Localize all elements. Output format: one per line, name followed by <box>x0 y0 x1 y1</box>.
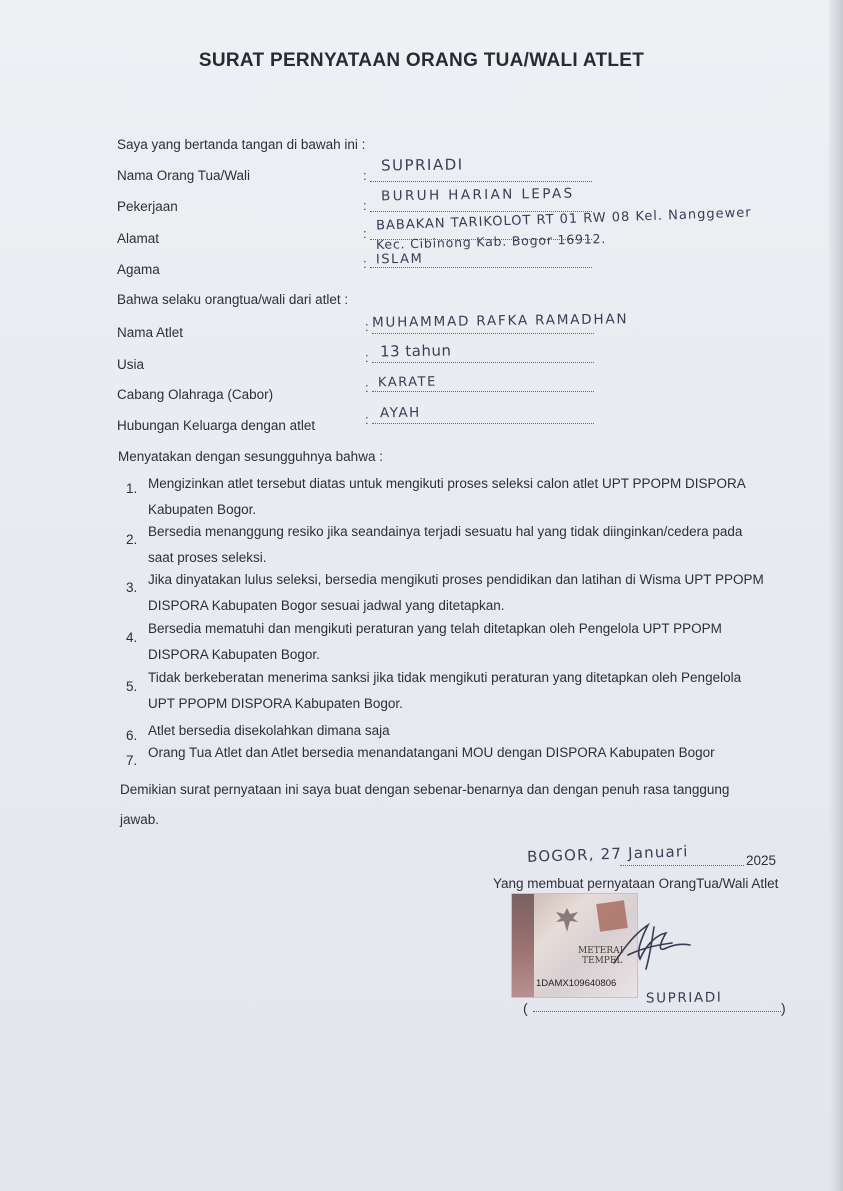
list-item-text: Bersedia mematuhi dan mengikuti peraturan yang telah ditetapkan oleh Pengelola UPT PPOPM DISPORA Kabupaten Bogor. <box>148 621 722 662</box>
list-item-number: 7. <box>126 753 138 768</box>
field-value-religion: ISLAM <box>375 251 424 268</box>
field-colon: : <box>363 198 367 213</box>
date-dotted-line <box>620 865 744 866</box>
list-item-text: Orang Tua Atlet dan Atlet bersedia menandatangani MOU dengan DISPORA Kabupaten Bogor <box>148 745 715 760</box>
list-item-number: 3. <box>126 580 138 595</box>
signer-name-handwritten: SUPRIADI <box>645 989 723 1007</box>
field-label-relationship: Hubungan Keluarga dengan atlet <box>117 418 316 433</box>
bracket-close: ) <box>781 1000 786 1016</box>
field-value-occupation: BURUH HARIAN LEPAS <box>380 185 575 205</box>
statement-intro-text: Menyatakan dengan sesungguhnya bahwa : <box>118 449 383 464</box>
field-value-athlete-name: MUHAMMAD RAFKA RAMADHAN <box>371 311 629 331</box>
field-colon: : <box>363 256 367 271</box>
list-item-number: 5. <box>126 679 138 694</box>
document-title: SURAT PERNYATAAN ORANG TUA/WALI ATLET <box>198 50 645 71</box>
field-dotted-line <box>372 333 594 334</box>
intro-text: Saya yang bertanda tangan di bawah ini : <box>117 137 366 152</box>
list-item-number: 2. <box>126 532 138 547</box>
field-label-parent-name: Nama Orang Tua/Wali <box>117 168 251 183</box>
field-label-age: Usia <box>117 357 145 372</box>
field-colon: : <box>365 380 369 395</box>
list-item-text: Atlet bersedia disekolahkan dimana saja <box>148 723 390 738</box>
field-value-parent-name: SUPRIADI <box>380 155 464 175</box>
bracket-open: ( <box>523 1000 528 1016</box>
field-dotted-line <box>372 423 594 424</box>
garuda-emblem-icon <box>554 906 580 934</box>
field-dotted-line <box>370 267 592 268</box>
handwritten-signature <box>606 915 696 975</box>
field-colon: : <box>365 412 369 427</box>
signer-caption: Yang membuat pernyataan OrangTua/Wali Atlet <box>493 876 779 891</box>
list-item-number: 4. <box>126 630 138 645</box>
stamp-label-line1: METERAI <box>578 946 624 956</box>
field-label-occupation: Pekerjaan <box>117 199 178 214</box>
field-colon: : <box>365 319 369 334</box>
closing-text-line2: jawab. <box>120 812 160 827</box>
list-item-text: Jika dinyatakan lulus seleksi, bersedia mengikuti proses pendidikan dan latihan di Wisma UPT PPOPM DISPORA Kabupaten Bogor sesuai jadwal yang ditetapkan. <box>148 572 764 613</box>
field-colon: : <box>365 350 369 365</box>
closing-text-line1: Demikian surat pernyataan ini saya buat dengan sebenar-benarnya dan dengan penuh rasa tanggung <box>120 782 730 797</box>
list-item-text: Tidak berkeberatan menerima sanksi jika tidak mengikuti peraturan yang ditetapkan oleh Pengelola UPT PPOPM DISPORA Kabupaten Bogor. <box>148 670 742 711</box>
field-dotted-line <box>370 181 592 182</box>
field-label-address: Alamat <box>117 231 160 246</box>
stamp-security-strip <box>512 894 534 997</box>
date-year: 2025 <box>746 853 777 868</box>
field-colon: : <box>363 168 367 183</box>
list-item-number: 1. <box>126 481 138 496</box>
field-value-age: 13 tahun <box>379 341 452 361</box>
place-date-handwritten: BOGOR, 27 Januari <box>526 842 689 866</box>
list-item-text: Mengizinkan atlet tersebut diatas untuk mengikuti proses seleksi calon atlet UPT PPOPM DISPORA Kabupaten Bogor. <box>148 476 746 517</box>
stamp-label-line2: TEMPEL <box>582 956 623 966</box>
field-dotted-line <box>372 362 594 363</box>
list-item-text: Bersedia menanggung resiko jika seandainya terjadi sesuatu hal yang tidak diinginkan/cedera pada saat proses seleksi. <box>148 524 743 565</box>
field-colon: : <box>363 226 367 241</box>
field-label-religion: Agama <box>117 262 160 277</box>
field-label-sport-branch: Cabang Olahraga (Cabor) <box>117 387 274 402</box>
athlete-intro-text: Bahwa selaku orangtua/wali dari atlet : <box>117 292 349 307</box>
field-label-athlete-name: Nama Atlet <box>117 325 184 340</box>
field-value-address-line2: Kec. Cibinong Kab. Bogor 16912. <box>375 230 607 253</box>
list-item-number: 6. <box>126 728 138 743</box>
stamp-serial-code: 1DAMX109640806 <box>536 978 617 989</box>
field-dotted-line <box>372 391 594 392</box>
signer-name-dotted-line <box>533 1011 781 1012</box>
field-value-address: BABAKAN TARIKOLOT RT 01 RW 08 Kel. Nanggewer <box>375 205 752 234</box>
field-value-relationship: AYAH <box>379 404 421 422</box>
field-value-sport-branch: KARATE <box>377 374 437 391</box>
page-edge-shadow <box>829 0 843 1191</box>
